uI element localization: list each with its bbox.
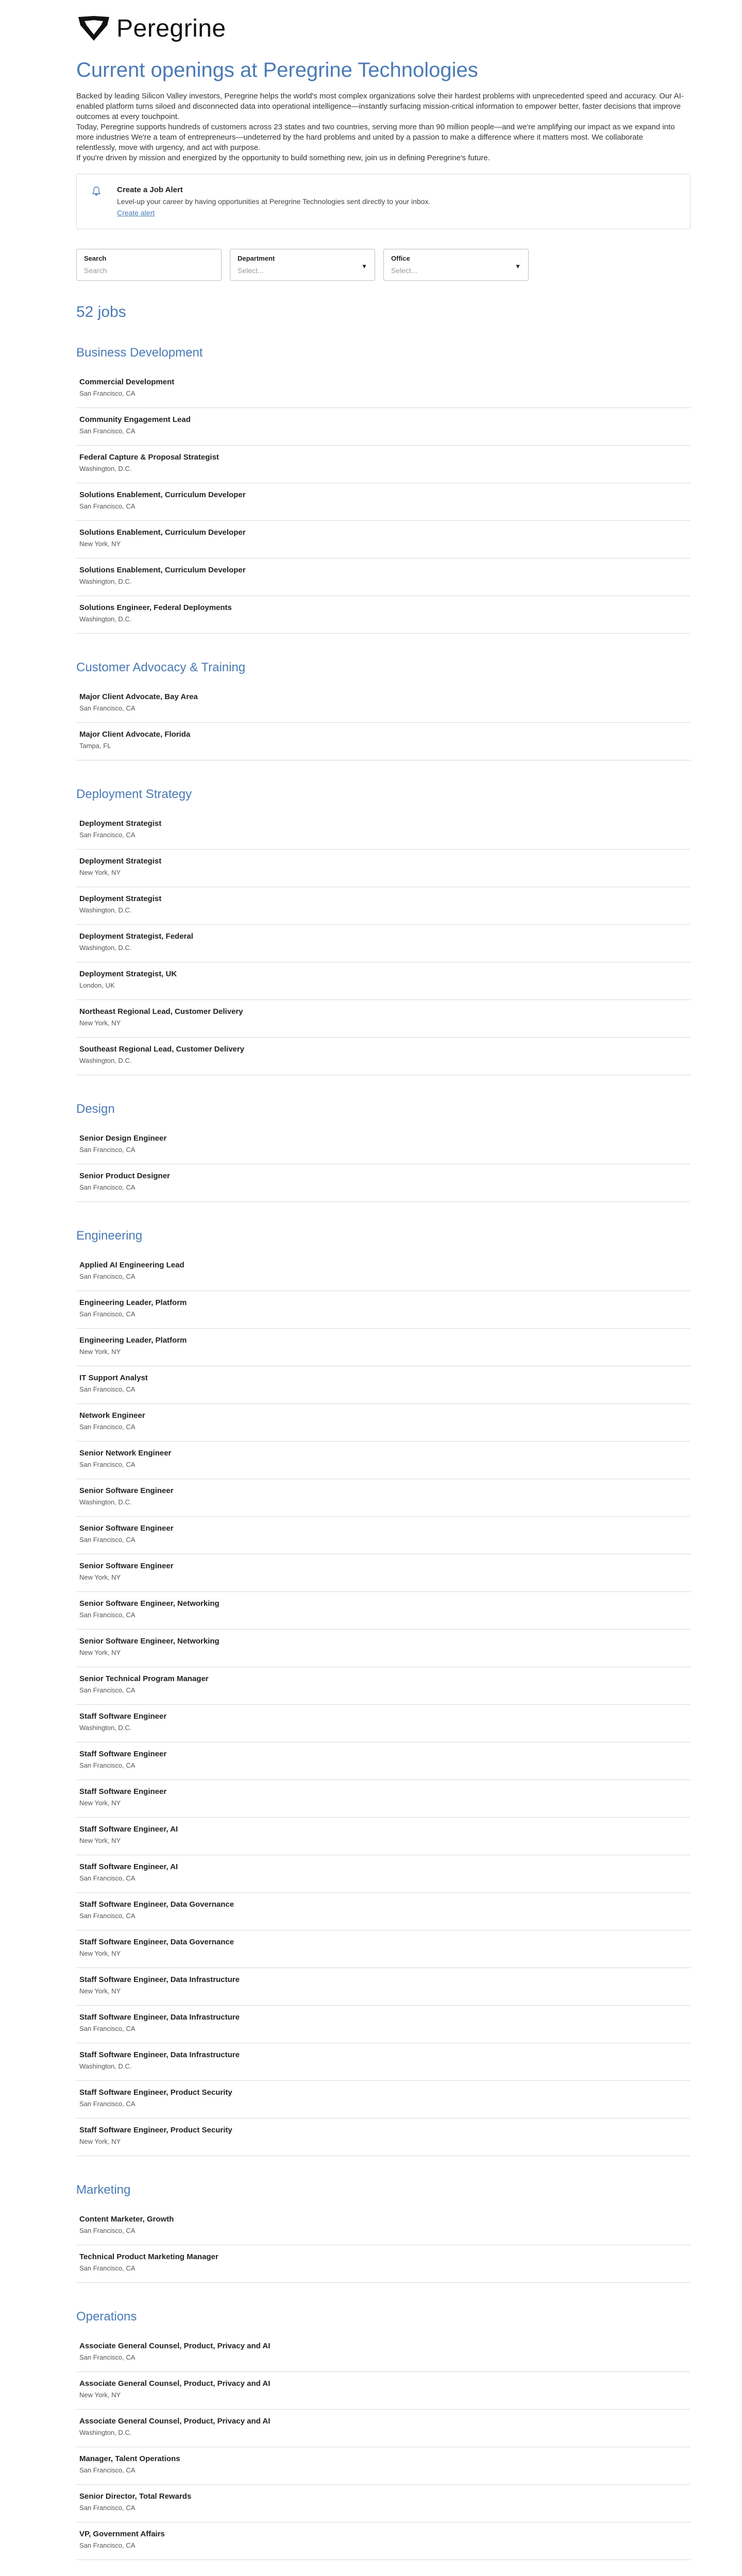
job-location: San Francisco, CA [79, 1536, 136, 1544]
job-title-link[interactable]: Senior Software Engineer [79, 1562, 174, 1570]
brand-name: Peregrine [116, 14, 226, 42]
job-row[interactable] [76, 1780, 690, 1818]
job-row[interactable] [76, 1479, 690, 1517]
job-title-link[interactable]: Associate General Counsel, Product, Privacy and AI [79, 2342, 271, 2350]
job-location: San Francisco, CA [79, 1273, 136, 1280]
job-location: San Francisco, CA [79, 2541, 136, 2549]
job-title-link[interactable]: IT Support Analyst [79, 1374, 148, 1382]
job-row[interactable] [76, 446, 690, 483]
job-row[interactable] [76, 685, 690, 723]
job-title-link[interactable]: Northeast Regional Lead, Customer Delivery [79, 1007, 243, 1016]
job-location: San Francisco, CA [79, 427, 136, 435]
job-location: San Francisco, CA [79, 2504, 136, 2512]
job-title-link[interactable]: Staff Software Engineer [79, 1750, 167, 1758]
job-alert-content [117, 185, 430, 217]
job-location: San Francisco, CA [79, 2227, 136, 2234]
chevron-down-icon: ▼ [361, 263, 367, 270]
create-alert-link[interactable]: Create alert [117, 209, 155, 217]
job-location: San Francisco, CA [79, 389, 136, 397]
department-placeholder: Select... [238, 266, 264, 275]
job-title-link[interactable]: Senior Software Engineer [79, 1486, 174, 1495]
job-row[interactable] [76, 596, 690, 634]
job-title-link[interactable]: Deployment Strategist [79, 857, 162, 866]
job-location: San Francisco, CA [79, 2100, 136, 2108]
job-location: San Francisco, CA [79, 1385, 136, 1393]
department-heading: Design [76, 1102, 115, 1116]
job-location: Washington, D.C. [79, 615, 132, 623]
job-title-link[interactable]: Senior Product Designer [79, 1172, 170, 1180]
jobs-count: 52 jobs [76, 303, 126, 320]
job-location: London, UK [79, 981, 115, 989]
department-heading: Marketing [76, 2183, 131, 2197]
job-title-link[interactable]: Staff Software Engineer, Data Infrastructure [79, 2050, 240, 2059]
intro-paragraph: Today, Peregrine supports hundreds of customers across 23 states and two countries, serving more than 90 million people—and we're amplifying our impact as we expand into more industries We're a team of entrepreneurs—undeterred by the hard problems and united by a passion to make a difference where it matters most. We collaborate relentlessly, move with urgency, and act with purpose. [76, 123, 675, 152]
job-location: New York, NY [79, 1837, 121, 1844]
page-container [76, 0, 690, 2576]
department-section [76, 2183, 690, 2283]
job-row[interactable] [76, 2334, 690, 2372]
job-row[interactable] [76, 1968, 690, 2006]
job-row[interactable] [76, 1742, 690, 1780]
job-listings [76, 346, 690, 2560]
search-label: Search [84, 255, 107, 262]
company-intro [76, 91, 684, 163]
job-location: San Francisco, CA [79, 1146, 136, 1154]
job-row[interactable] [76, 1366, 690, 1404]
job-filters [76, 249, 690, 281]
job-row[interactable] [76, 558, 690, 596]
job-location: New York, NY [79, 1950, 121, 1957]
job-title-link[interactable]: Staff Software Engineer, Data Infrastructure [79, 1975, 240, 1984]
job-row[interactable] [76, 2119, 690, 2156]
search-placeholder: Search [84, 266, 107, 275]
job-location: New York, NY [79, 2391, 121, 2399]
job-alert-box [76, 174, 690, 229]
job-location: Washington, D.C. [79, 578, 132, 585]
department-section [76, 1102, 690, 1202]
job-row[interactable] [76, 1930, 690, 1968]
job-row[interactable] [76, 2006, 690, 2043]
job-title-link[interactable]: VP, Government Affairs [79, 2530, 165, 2538]
job-row[interactable] [76, 1329, 690, 1366]
job-location: Tampa, FL [79, 742, 111, 750]
job-row[interactable] [76, 483, 690, 521]
job-location: San Francisco, CA [79, 2353, 136, 2361]
job-row[interactable] [76, 1000, 690, 1038]
job-location: Washington, D.C. [79, 944, 132, 952]
page-title: Current openings at Peregrine Technologies [76, 59, 478, 81]
job-location: San Francisco, CA [79, 2264, 136, 2272]
job-title-link[interactable]: Senior Network Engineer [79, 1449, 172, 1458]
job-row[interactable] [76, 962, 690, 1000]
job-location: San Francisco, CA [79, 831, 136, 839]
job-location: San Francisco, CA [79, 1461, 136, 1468]
job-row[interactable] [76, 1667, 690, 1705]
job-row[interactable] [76, 1291, 690, 1329]
job-title-link[interactable]: Solutions Engineer, Federal Deployments [79, 603, 232, 612]
job-title-link[interactable]: Senior Design Engineer [79, 1134, 167, 1143]
job-row[interactable] [76, 1164, 690, 1202]
job-title-link[interactable]: Staff Software Engineer, Product Security [79, 2088, 232, 2097]
job-location: New York, NY [79, 540, 121, 548]
job-row[interactable] [76, 1818, 690, 1855]
job-location: San Francisco, CA [79, 2466, 136, 2474]
job-title-link[interactable]: Senior Technical Program Manager [79, 1674, 209, 1683]
job-title-link[interactable]: Associate General Counsel, Product, Privacy and AI [79, 2379, 271, 2388]
job-row[interactable] [76, 1630, 690, 1667]
job-row[interactable] [76, 1442, 690, 1479]
department-label: Department [238, 255, 275, 262]
job-row[interactable] [76, 1404, 690, 1442]
job-title-link[interactable]: Senior Director, Total Rewards [79, 2492, 192, 2501]
job-row[interactable] [76, 2372, 690, 2410]
job-row[interactable] [76, 2245, 690, 2283]
job-alert-description: Level-up your career by having opportunities at Peregrine Technologies sent directly to your inbox. [117, 197, 431, 206]
job-row[interactable] [76, 1592, 690, 1630]
job-title-link[interactable]: Deployment Strategist, Federal [79, 932, 193, 941]
office-placeholder: Select... [391, 266, 417, 275]
job-location: San Francisco, CA [79, 2025, 136, 2032]
job-row[interactable] [76, 2447, 690, 2485]
job-row[interactable] [76, 1253, 690, 1291]
job-row[interactable] [76, 1705, 690, 1742]
job-location: San Francisco, CA [79, 1874, 136, 1882]
job-row[interactable] [76, 2081, 690, 2119]
job-title-link[interactable]: Solutions Enablement, Curriculum Developer [79, 490, 246, 499]
job-title-link[interactable]: Southeast Regional Lead, Customer Delivery [79, 1045, 245, 1054]
department-section [76, 787, 690, 1075]
department-heading: Deployment Strategy [76, 787, 192, 801]
job-row[interactable] [76, 723, 690, 760]
job-title-link[interactable]: Senior Software Engineer, Networking [79, 1599, 220, 1608]
department-heading: Operations [76, 2310, 137, 2324]
job-title-link[interactable]: Major Client Advocate, Florida [79, 730, 191, 739]
job-row[interactable] [76, 2485, 690, 2522]
job-location: Washington, D.C. [79, 1498, 132, 1506]
job-row[interactable] [76, 925, 690, 962]
job-title-link[interactable]: Solutions Enablement, Curriculum Developer [79, 528, 246, 537]
job-row[interactable] [76, 1554, 690, 1592]
job-title-link[interactable]: Manager, Talent Operations [79, 2454, 180, 2463]
job-location: New York, NY [79, 1987, 121, 1995]
job-location: New York, NY [79, 1649, 121, 1656]
job-title-link[interactable]: Staff Software Engineer, AI [79, 1825, 178, 1834]
job-title-link[interactable]: Associate General Counsel, Product, Privacy and AI [79, 2417, 271, 2426]
job-location: Washington, D.C. [79, 906, 132, 914]
job-row[interactable] [76, 370, 690, 408]
intro-paragraph: If you're driven by mission and energized by the opportunity to build something new, join us in defining Peregrine's future. [76, 154, 490, 162]
job-location: New York, NY [79, 869, 121, 876]
job-title-link[interactable]: Senior Software Engineer, Networking [79, 1637, 220, 1646]
job-row[interactable] [76, 2522, 690, 2560]
job-title-link[interactable]: Major Client Advocate, Bay Area [79, 692, 198, 701]
job-title-link[interactable]: Technical Product Marketing Manager [79, 2252, 218, 2261]
job-title-link[interactable]: Senior Software Engineer [79, 1524, 174, 1533]
job-row[interactable] [76, 812, 690, 850]
job-title-link[interactable]: Staff Software Engineer, Data Governance [79, 1900, 234, 1909]
department-section [76, 2310, 690, 2560]
job-row[interactable] [76, 1855, 690, 1893]
department-heading: Customer Advocacy & Training [76, 660, 246, 674]
job-title-link[interactable]: Community Engagement Lead [79, 415, 191, 424]
job-title-link[interactable]: Staff Software Engineer, Product Security [79, 2126, 232, 2134]
job-title-link[interactable]: Commercial Development [79, 378, 175, 386]
job-location: New York, NY [79, 1019, 121, 1027]
job-row[interactable] [76, 2410, 690, 2447]
job-title-link[interactable]: Engineering Leader, Platform [79, 1336, 187, 1345]
job-row[interactable] [76, 887, 690, 925]
job-location: San Francisco, CA [79, 1761, 136, 1769]
job-title-link[interactable]: Deployment Strategist [79, 819, 162, 828]
job-row[interactable] [76, 1893, 690, 1930]
peregrine-logo-icon [76, 14, 111, 43]
brand-logo[interactable] [76, 0, 690, 45]
job-row[interactable] [76, 2208, 690, 2245]
job-location: San Francisco, CA [79, 1310, 136, 1318]
job-row[interactable] [76, 408, 690, 446]
job-title-link[interactable]: Deployment Strategist [79, 894, 162, 903]
job-title-link[interactable]: Staff Software Engineer [79, 1787, 167, 1796]
department-select[interactable] [230, 249, 375, 281]
job-title-link[interactable]: Applied AI Engineering Lead [79, 1261, 184, 1269]
job-row[interactable] [76, 1127, 690, 1164]
job-title-link[interactable]: Engineering Leader, Platform [79, 1298, 187, 1307]
job-title-link[interactable]: Content Marketer, Growth [79, 2215, 174, 2224]
job-location: Washington, D.C. [79, 1057, 132, 1064]
office-select[interactable] [383, 249, 529, 281]
job-location: San Francisco, CA [79, 1912, 136, 1920]
department-heading: Business Development [76, 346, 203, 360]
job-row[interactable] [76, 1517, 690, 1554]
job-location: Washington, D.C. [79, 465, 132, 472]
job-location: New York, NY [79, 2138, 121, 2145]
search-input[interactable] [76, 249, 222, 281]
job-row[interactable] [76, 1038, 690, 1075]
job-location: San Francisco, CA [79, 502, 136, 510]
job-location: Washington, D.C. [79, 2062, 132, 2070]
bell-icon [92, 185, 105, 217]
job-title-link[interactable]: Federal Capture & Proposal Strategist [79, 453, 219, 462]
job-row[interactable] [76, 521, 690, 558]
office-label: Office [391, 255, 410, 262]
department-section [76, 346, 690, 634]
chevron-down-icon: ▼ [515, 263, 521, 270]
job-location: New York, NY [79, 1573, 121, 1581]
job-location: San Francisco, CA [79, 704, 136, 712]
job-location: New York, NY [79, 1799, 121, 1807]
job-title-link[interactable]: Staff Software Engineer, AI [79, 1862, 178, 1871]
job-location: Washington, D.C. [79, 1724, 132, 1732]
job-title-link[interactable]: Network Engineer [79, 1411, 145, 1420]
department-section [76, 660, 690, 760]
job-title-link[interactable]: Staff Software Engineer, Data Governance [79, 1938, 234, 1946]
job-title-link[interactable]: Staff Software Engineer [79, 1712, 167, 1721]
job-location: San Francisco, CA [79, 1686, 136, 1694]
job-location: San Francisco, CA [79, 1423, 136, 1431]
job-row[interactable] [76, 2043, 690, 2081]
job-location: Washington, D.C. [79, 2429, 132, 2436]
intro-paragraph: Backed by leading Silicon Valley investors, Peregrine helps the world's most complex organizations solve their hardest problems with unprecedented speed and accuracy. Our AI-enabled platform turns siloed and disconnected data into operational intelligence—instantly surfacing mission-critical information to empower better, faster decisions that improve outcomes at every touchpoint. [76, 92, 684, 121]
job-alert-title: Create a Job Alert [117, 185, 183, 194]
job-location: San Francisco, CA [79, 1611, 136, 1619]
job-title-link[interactable]: Staff Software Engineer, Data Infrastructure [79, 2013, 240, 2022]
department-section [76, 1229, 690, 2156]
job-row[interactable] [76, 850, 690, 887]
department-heading: Engineering [76, 1229, 143, 1243]
job-title-link[interactable]: Deployment Strategist, UK [79, 970, 177, 978]
job-title-link[interactable]: Solutions Enablement, Curriculum Developer [79, 566, 246, 574]
job-location: San Francisco, CA [79, 1183, 136, 1191]
job-location: New York, NY [79, 1348, 121, 1355]
